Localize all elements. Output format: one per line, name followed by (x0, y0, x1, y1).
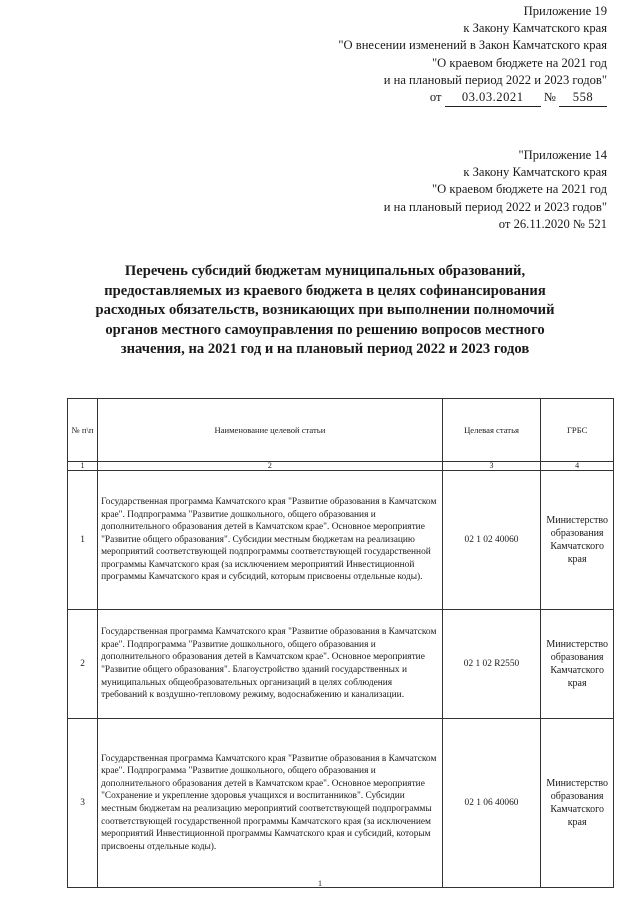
row-grbs: Министерство образования Камчатского края (541, 719, 614, 888)
header-cell-name: Наименование целевой статьи (98, 399, 443, 462)
appendix-header (384, 147, 607, 233)
law-date-number-line (338, 89, 607, 107)
column-number: 1 (68, 462, 98, 471)
header-line: к Закону Камчатского края (463, 165, 607, 180)
row-name: Государственная программа Камчатского края "Развитие образования в Камчатском крае". Подпрограмма "Развитие дошкольного, общего образования и дополнительного образования детей в Камчатском крае". Основное мероприятие "Сохранение и укрепление здоровья учащихся и воспитанников". Субсидии местным бюджетам на реализацию мероприятий соответствующей подпрограммы соответствующей государственной программы Камчатского края (за исключением мероприятий Инвестиционной программы Камчатского края и субсидий, которым присвоены отдельные коды). (98, 719, 443, 888)
law-number: 558 (559, 89, 607, 107)
header-line: "Приложение 14 (518, 148, 607, 162)
document-title (60, 262, 590, 360)
header-cell-code: Целевая статья (442, 399, 541, 462)
column-number: 4 (541, 462, 614, 471)
row-code: 02 1 06 40060 (442, 719, 541, 888)
table-row (68, 719, 614, 888)
header-line: от 26.11.2020 № 521 (498, 216, 607, 231)
column-number-row (68, 462, 614, 471)
title-line: расходных обязательств, возникающих при выполнении полномочий (95, 302, 555, 319)
header-line: к Закону Камчатского края (463, 21, 607, 36)
header-line: "О внесении изменений в Закон Камчатского края (338, 38, 607, 53)
title-line: значения, на 2021 год и на плановый период 2022 и 2023 годов (120, 341, 530, 358)
row-name: Государственная программа Камчатского края "Развитие образования в Камчатском крае". Подпрограмма "Развитие дошкольного, общего образования и дополнительного образования детей в Камчатском крае". Основное мероприятие "Развитие общего образования". Субсидии местным бюджетам на реализацию мероприятий соответствующей подпрограммы соответствующей государственной программы Камчатского края (за исключением мероприятий Инвестиционной программы Камчатского края и субсидий, которым присвоены отдельные коды). (98, 471, 443, 610)
page-number: 1 (318, 879, 322, 888)
header-line: "О краевом бюджете на 2021 год (432, 55, 607, 70)
row-name: Государственная программа Камчатского края "Развитие образования в Камчатском крае". Подпрограмма "Развитие дошкольного, общего образования и дополнительного образования детей в Камчатском крае". Основное мероприятие "Развитие общего образования". Благоустройство зданий государственных и муниципальных общеобразовательных организаций в целях соблюдения требований к воздушно-тепловому режиму, водоснабжению и канализации. (98, 610, 443, 719)
amendment-header (338, 3, 607, 107)
table-row (68, 610, 614, 719)
row-number: 2 (68, 610, 98, 719)
title-line: предоставляемых из краевого бюджета в целях софинансирования (104, 282, 546, 299)
number-sign: № (543, 90, 556, 105)
table-header-row (68, 399, 614, 462)
column-number: 3 (442, 462, 541, 471)
row-grbs: Министерство образования Камчатского края (541, 610, 614, 719)
date-prefix: от (429, 90, 442, 105)
header-line: "О краевом бюджете на 2021 год (432, 182, 607, 197)
row-number: 1 (68, 471, 98, 610)
subsidies-table (67, 398, 614, 888)
title-line: органов местного самоуправления по решению вопросов местного (105, 321, 545, 338)
title-line: Перечень субсидий бюджетам муниципальных образований, (124, 263, 526, 279)
column-number: 2 (98, 462, 443, 471)
header-line: и на плановый период 2022 и 2023 годов" (383, 199, 607, 214)
row-code: 02 1 02 R2550 (442, 610, 541, 719)
row-code: 02 1 02 40060 (442, 471, 541, 610)
law-date: 03.03.2021 (445, 89, 541, 107)
row-grbs: Министерство образования Камчатского края (541, 471, 614, 610)
header-cell-number: № п\п (68, 399, 98, 462)
table-row (68, 471, 614, 610)
row-number: 3 (68, 719, 98, 888)
header-line: и на плановый период 2022 и 2023 годов" (383, 72, 607, 87)
header-cell-grbs: ГРБС (541, 399, 614, 462)
header-line: Приложение 19 (523, 4, 607, 18)
